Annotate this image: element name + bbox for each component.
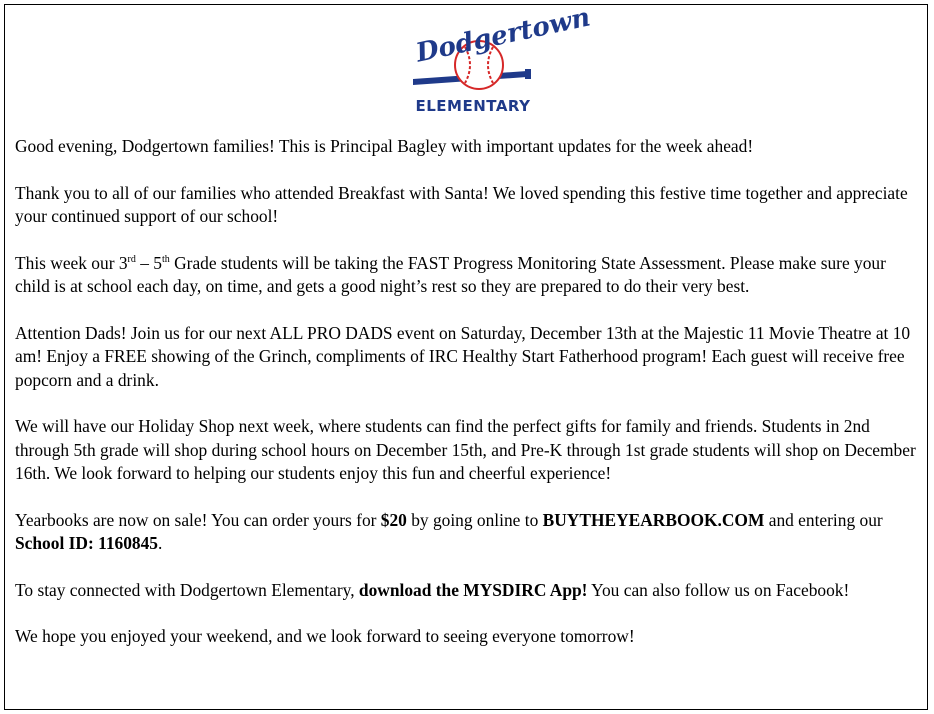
greeting-paragraph: Good evening, Dodgertown families! This is Principal Bagley with important updates for the week ahead! <box>15 136 754 156</box>
yearbook-price: $20 <box>380 509 407 530</box>
svg-text:Dodgertown: Dodgertown <box>413 2 593 69</box>
closing-paragraph: We hope you enjoyed your weekend, and we look forward to seeing everyone tomorrow! <box>15 626 635 646</box>
newsletter-body <box>15 135 923 672</box>
breakfast-paragraph: Thank you to all of our families who attended Breakfast with Santa! We loved spending this festive time together and appreciate your continued support of our school! <box>15 182 908 226</box>
logo-subtitle: ELEMENTARY <box>415 97 531 115</box>
school-logo <box>409 2 593 117</box>
newsletter-frame <box>4 4 928 710</box>
app-callout: download the MYSDIRC App! <box>358 579 588 600</box>
assessment-paragraph: This week our 3rd – 5th Grade students will be taking the FAST Progress Monitoring State Assessment. Please make sure your child is at school each day, on time, and gets a good night’s rest so they are prepared to do their very best. <box>15 252 886 296</box>
yearbook-site: BUYTHEYEARBOOK.COM <box>542 509 765 530</box>
app-paragraph: To stay connected with Dodgertown Elementary, download the MYSDIRC App! You can also follow us on Facebook! <box>15 579 850 600</box>
school-id: School ID: 1160845 <box>15 533 159 553</box>
yearbook-paragraph: Yearbooks are now on sale! You can order yours for $20 by going online to BUYTHEYEARBOOK.COM and entering our School ID: 1160845. <box>15 509 883 553</box>
baseball-logo-icon <box>409 2 593 99</box>
dads-event-paragraph: Attention Dads! Join us for our next ALL PRO DADS event on Saturday, December 13th at the Majestic 11 Movie Theatre at 10 am! Enjoy a FREE showing of the Grinch, compliments of IRC Healthy Start Fatherhood program! Each guest will receive free popcorn and a drink. <box>15 322 911 390</box>
holiday-shop-paragraph: We will have our Holiday Shop next week, where students can find the perfect gifts for family and friends. Students in 2nd through 5th grade will shop during school hours on December 15th, and Pre-K through 1st grade students will shop on December 16th. We look forward to helping our students enjoy this fun and cheerful experience! <box>15 416 916 483</box>
